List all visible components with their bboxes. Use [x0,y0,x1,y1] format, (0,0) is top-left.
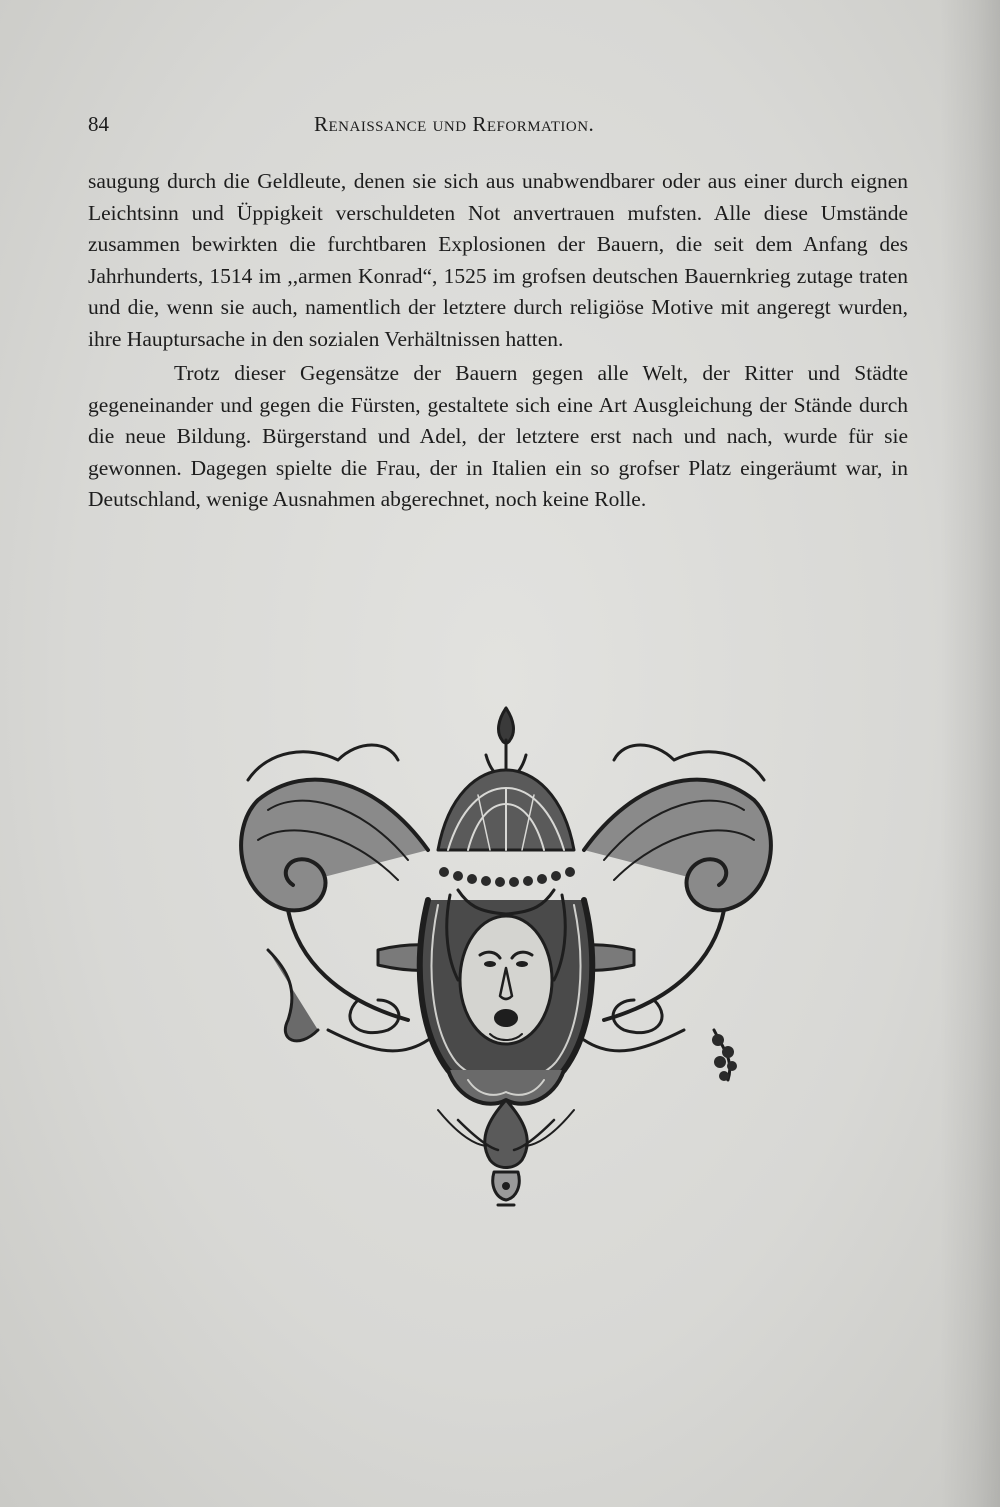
paragraph: Trotz dieser Gegensätze der Bauern gegen alle Welt, der Ritter und Städte gegeneinander und gegen die Fürsten, gestaltete sich eine Art Ausgleichung der Stände durch die neue Bildung. Bürgerstand und Adel, der letztere erst nach und nach, wurde für sie gewonnen. Dagegen spielte die Frau, der in Italien ein so grofser Platz eingeräumt war, in Deutschland, wenige Ausnahmen abgerechnet, noch keine Rolle. [88,361,908,511]
page-shadow [940,0,1000,1507]
running-head [88,112,908,140]
mascaron-ornament-icon [228,700,784,1215]
running-title: Renaissance und Reformation. [314,112,595,136]
body-text [88,166,908,516]
paragraph: saugung durch die Geldleute, denen sie sich aus unabwendbarer oder aus einer durch eignen Leichtsinn und Üppigkeit verschuldeten Not anvertrauen mufsten. Alle diese Umstände zusammen bewirkten die furchtbaren Explosionen der Bauern, die seit dem Anfang des Jahrhunderts, 1514 im ,,armen Konrad“, 1525 im grofsen deutschen Bauernkrieg zutage traten und die, wenn sie auch, namentlich der letztere durch religiöse Motive mit angeregt wurden, ihre Hauptursache in den sozialen Verhältnissen hatten. [88,169,908,351]
page-number: 84 [88,112,109,136]
